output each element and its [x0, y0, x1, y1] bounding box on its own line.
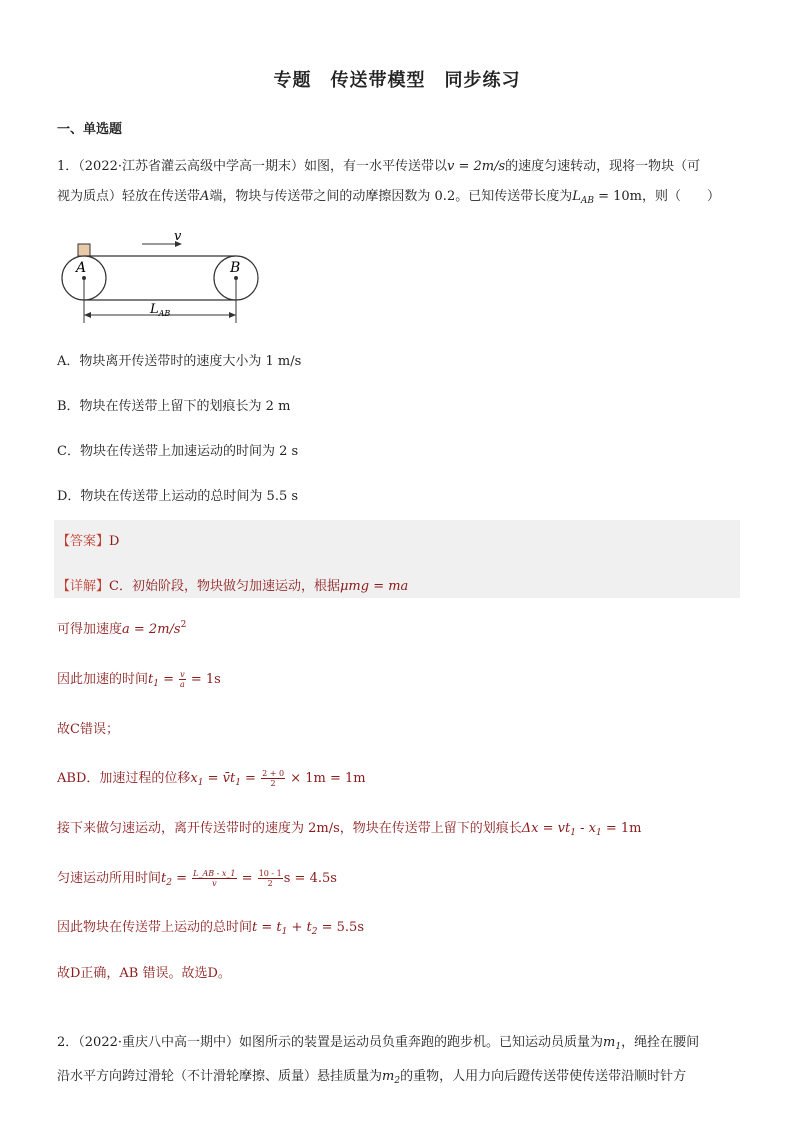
step-1: 可得加速度$a = 2m/s^2$ [57, 620, 187, 637]
step-7: 因此物块在传送带上运动的总时间$t = t_1 + t_2 = 5.5s$ [57, 920, 364, 937]
step-8: 故D正确，AB 错误。故选D。 [57, 966, 231, 981]
step-5: 接下来做匀速运动，离开传送带时的速度为 2m/s，物块在传送带上留下的划痕长$\Delta x = vt_1 - x_1 = 1m$ [57, 821, 642, 838]
block-shape [78, 244, 90, 256]
option-b: B．物块在传送带上留下的划痕长为 2 m [57, 399, 291, 414]
question-1-text [57, 152, 747, 216]
step-6: 匀速运动所用时间$t_2$ = $\frac{L\_AB - x\_1}{v}$ = $\frac{10 - 1}{2}$ s = 4.5s [57, 869, 337, 888]
option-a: A．物块离开传送带时的速度大小为 1 m/s [57, 354, 302, 369]
question-1-line-1: 1．（2022·江苏省灌云高级中学高一期末）如图，有一水平传送带以v = 2m/s的速度匀速转动，现将一物块（可 [57, 159, 701, 174]
pulley-b-label: B [230, 260, 241, 276]
length-label: $L_{AB}$ [150, 302, 171, 318]
step-4: ABD．加速过程的位移$x_1$ = $v̄t_1$ = $\frac{2 + 0}{2}$ × 1m = 1m [57, 769, 366, 788]
step-3: 故C错误； [57, 722, 119, 737]
option-d: D．物块在传送带上运动的总时间为 5.5 s [57, 489, 299, 504]
velocity-label: v [174, 229, 182, 244]
step-2: 因此加速的时间$t_1$ = $\frac{v}{a}$ = 1s [57, 670, 221, 689]
detail-line: 【详解】C．初始阶段，物块做匀加速运动，根据μmg = ma [57, 579, 409, 594]
question-2-line-2: 沿水平方向跨过滑轮（不计滑轮摩擦、质量）悬挂质量为$m_2$的重物，人用力向后蹬传送带使传送带沿顺时针方 [57, 1069, 687, 1086]
question-2-text [57, 1028, 747, 1096]
question-2-line-1: 2．（2022·重庆八中高一期中）如图所示的装置是运动员负重奔跑的跑步机。已知运动员质量为$m_1$，绳拴在腰间 [57, 1035, 700, 1052]
pulley-a-label: A [76, 260, 87, 276]
option-c: C．物块在传送带上加速运动的时间为 2 s [57, 444, 299, 459]
section-heading: 一、单选题 [57, 122, 123, 137]
page-title: 专题 传送带模型 同步练习 [273, 70, 521, 91]
conveyor-belt-diagram [58, 225, 268, 325]
answer-line: 【答案】D [57, 534, 120, 549]
question-1-line-2: 视为质点）轻放在传送带A端，物块与传送带之间的动摩擦因数为 0.2。已知传送带长度为$L_{AB} = 10m$，则（ ） [57, 189, 721, 206]
